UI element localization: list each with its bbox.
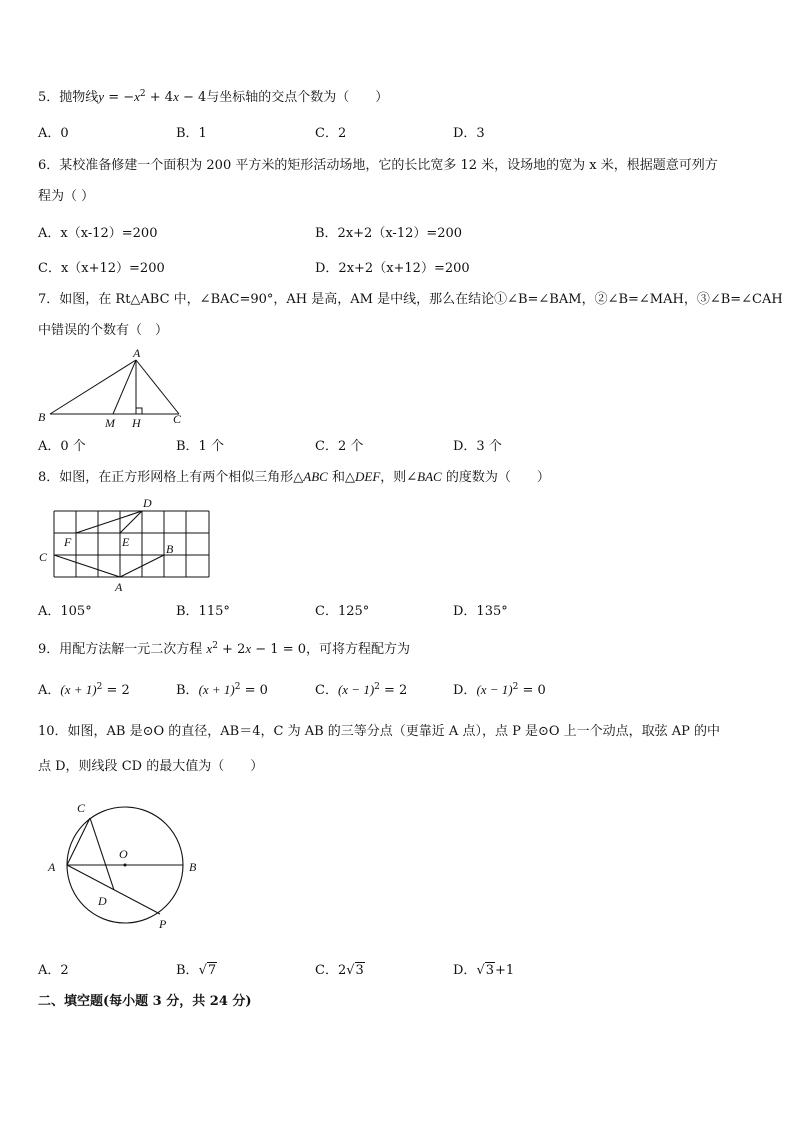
q9-stem-before: 9．用配方法解一元二次方程 (38, 642, 207, 657)
q8-stem-bac: BAC (417, 469, 442, 484)
q9-option-a-label: A． (38, 683, 61, 698)
q7-label-m: M (105, 416, 115, 430)
q9-option-c-exp: 2 (374, 682, 380, 692)
q5-formula-x2: x (173, 89, 179, 104)
sqrt-icon: √ (346, 963, 355, 978)
q6-option-d: D．2x+2（x+12）=200 (315, 261, 470, 276)
q8-label-d: D (143, 496, 152, 510)
q7-option-c: C．2 个 (315, 439, 364, 454)
q5-formula-y: y (98, 89, 105, 104)
q8-option-c: C．125° (315, 604, 370, 619)
q10-label-d: D (98, 894, 107, 908)
q5-formula-eq: = − (104, 90, 135, 105)
q9-option-d-label: D． (453, 683, 477, 698)
q8-stem-def: DEF (354, 469, 381, 484)
q10-option-b-label: B． (176, 963, 199, 978)
q5-stem-before: 5．抛物线 (38, 90, 99, 105)
q10-option-d-radicand: 3 (485, 963, 495, 978)
q9-option-b-label: B． (176, 683, 199, 698)
q10-option-d-label: D． (453, 963, 477, 978)
q5-stem (38, 88, 388, 107)
q8-stem-abc: ABC (303, 469, 328, 484)
q8-stem-t3: ，则∠ (380, 470, 418, 485)
q9-eq-exp: 2 (212, 641, 218, 651)
q9-option-c (315, 681, 407, 700)
q9-option-d-rhs: = 0 (518, 683, 546, 698)
q7-label-c: C (173, 412, 182, 426)
q5-option-b: B．1 (176, 126, 207, 141)
q10-label-b: B (189, 860, 197, 874)
q9-eq-mid: + 2 (217, 642, 246, 657)
q9-stem (38, 640, 410, 659)
q7-stem-line1: 7．如图，在 Rt△ABC 中，∠BAC=90°，AH 是高，AM 是中线，那么在结论①∠B=∠BAM，②∠B=∠MAH，③∠B=∠CAH (38, 292, 783, 307)
q10-option-d-post: +1 (495, 963, 515, 978)
q10-option-c-label: C． (315, 963, 338, 978)
q8-label-c: C (39, 550, 48, 564)
q10-label-a: A (48, 860, 56, 874)
q5-formula-exp: 2 (139, 89, 146, 99)
q9-option-d-inner: (x − 1) (476, 682, 513, 697)
q8-label-f: F (64, 535, 72, 549)
q7-label-h: H (132, 416, 141, 430)
q7-triangle-figure (34, 344, 194, 430)
q10-option-d (453, 962, 514, 980)
q10-label-p: P (159, 917, 167, 931)
q8-stem-t2: 和△ (327, 470, 355, 485)
q8-stem-t1: 8．如图，在正方形网格上有两个相似三角形△ (38, 470, 304, 485)
q10-label-o: O (119, 847, 128, 861)
q10-option-b (176, 962, 217, 980)
q9-stem-after: ，可将方程配方为 (306, 642, 411, 657)
q5-formula-rest2: − 4 (178, 90, 207, 105)
q7-stem-line2: 中错误的个数有（ ） (38, 323, 169, 338)
q8-label-a: A (115, 580, 123, 594)
q6-stem-line1: 6．某校准备修建一个面积为 200 平方米的矩形活动场地，它的长比宽多 12 米，设场地的宽为 x 米，根据题意可列方 (38, 158, 718, 173)
q9-option-a-rhs: = 2 (102, 683, 130, 698)
q5-stem-after: 与坐标轴的交点个数为（ ） (206, 90, 389, 105)
q10-stem-line2: 点 D，则线段 CD 的最大值为（ ） (38, 759, 264, 774)
q10-option-c (315, 962, 365, 980)
q5-option-c: C．2 (315, 126, 347, 141)
q5-option-d: D．3 (453, 126, 485, 141)
q6-option-b: B．2x+2（x-12）=200 (315, 226, 463, 241)
section2-title: 二、填空题(每小题 3 分，共 24 分) (38, 994, 252, 1009)
q8-option-b: B．115° (176, 604, 230, 619)
q9-option-b-rhs: = 0 (240, 683, 268, 698)
q6-option-c: C．x（x+12）=200 (38, 261, 165, 276)
q10-stem-line1: 10．如图，AB 是⊙O 的直径，AB＝4，C 为 AB 的三等分点（更靠近 A 点），点 P 是⊙O 上一个动点，取弦 AP 的中 (38, 724, 721, 739)
sqrt-icon: √ (198, 963, 207, 978)
q9-option-c-rhs: = 2 (379, 683, 408, 698)
q6-option-a: A．x（x-12）=200 (38, 226, 158, 241)
q7-option-b: B．1 个 (176, 439, 224, 454)
q9-option-c-label: C． (315, 683, 338, 698)
q9-option-a-exp: 2 (96, 682, 103, 692)
q5-formula-rest1: + 4 (145, 90, 174, 105)
q9-option-c-inner: (x − 1) (337, 682, 375, 697)
q10-option-a (38, 962, 69, 980)
q9-option-d-exp: 2 (512, 682, 519, 692)
q9-option-b-inner: (x + 1) (198, 682, 235, 697)
q7-label-a: A (133, 346, 141, 360)
q9-eq-x1: x (206, 641, 213, 656)
q5-formula-x1: x (134, 89, 140, 104)
q9-option-b (176, 681, 268, 700)
q10-option-c-radicand: 3 (355, 963, 364, 978)
q8-option-d: D．135° (453, 604, 508, 619)
q7-label-b: B (38, 410, 46, 424)
q10-option-a-value: 2 (60, 963, 69, 978)
q8-grid-figure (34, 494, 216, 594)
q5-option-a: A．0 (38, 126, 69, 141)
q9-option-a (38, 681, 130, 700)
q7-option-a: A．0 个 (38, 439, 86, 454)
q10-option-c-coeff: 2 (337, 963, 347, 978)
q6-stem-line2: 程为（ ） (38, 189, 95, 204)
q10-circle-figure (42, 795, 212, 935)
q8-stem-t4: 的度数为（ ） (441, 470, 550, 485)
q9-option-a-inner: (x + 1) (60, 682, 97, 697)
q9-eq-end: − 1 = 0 (251, 642, 306, 657)
q8-label-e: E (122, 535, 130, 549)
q9-option-b-exp: 2 (234, 682, 241, 692)
q10-option-a-label: A． (38, 963, 61, 978)
q8-stem (38, 468, 550, 487)
q7-option-d: D．3 个 (453, 439, 502, 454)
q9-option-d (453, 681, 546, 700)
q8-option-a: A．105° (38, 604, 92, 619)
q10-label-c: C (77, 801, 86, 815)
q10-option-b-radicand: 7 (207, 963, 217, 978)
q8-label-b: B (166, 542, 174, 556)
q9-eq-x2: x (245, 641, 252, 656)
sqrt-icon: √ (476, 963, 485, 978)
